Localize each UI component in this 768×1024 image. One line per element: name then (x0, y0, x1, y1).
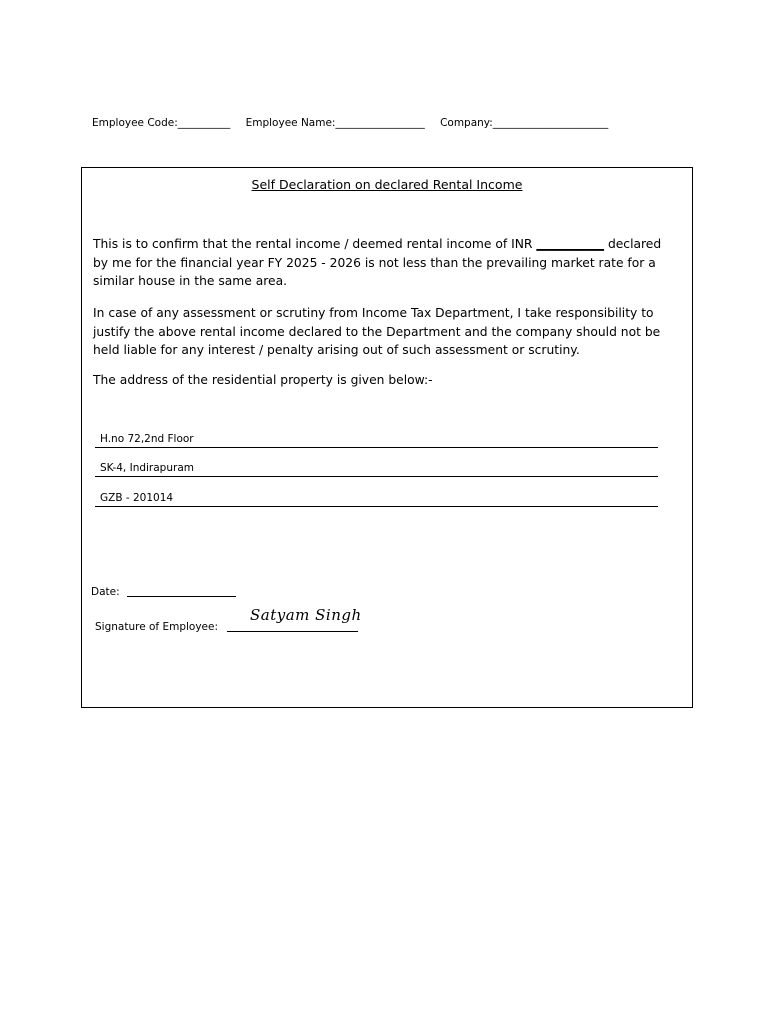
signature-field[interactable] (227, 631, 358, 632)
declaration-title: Self Declaration on declared Rental Income (251, 177, 523, 192)
declaration-box (81, 167, 693, 708)
inr-amount-blank[interactable]: ___________ (536, 237, 605, 251)
date-label: Date: (91, 586, 120, 598)
employee-code-field[interactable]: Employee Code:__________ (92, 117, 231, 129)
address-line-3[interactable]: GZB - 201014 (95, 492, 658, 507)
address-line-1[interactable]: H.no 72,2nd Floor (95, 433, 658, 448)
address-intro: The address of the residential property is given below:- (93, 373, 433, 387)
date-field[interactable] (127, 596, 236, 597)
employee-header (92, 117, 620, 129)
employee-signature: Satyam Singh (250, 606, 362, 624)
employee-name-field[interactable]: Employee Name:_________________ (245, 117, 425, 129)
company-field[interactable]: Company:______________________ (440, 117, 609, 129)
responsibility-paragraph: In case of any assessment or scrutiny from Income Tax Department, I take responsibility to justify the above rental income declared to the Department and the company should not be held liable for any interest / penalty arising out of such assessment or scrutiny. (93, 306, 661, 357)
confirmation-text-end: declared by me for the financial year FY 2025 - 2026 is not less than the prevailing market rate for a similar house in the same area. (93, 237, 662, 288)
confirmation-text-start: This is to confirm that the rental income / deemed rental income of INR (93, 237, 537, 251)
address-line-2[interactable]: SK-4, Indirapuram (95, 462, 658, 477)
signature-label: Signature of Employee: (95, 621, 218, 633)
confirmation-paragraph (93, 235, 668, 291)
